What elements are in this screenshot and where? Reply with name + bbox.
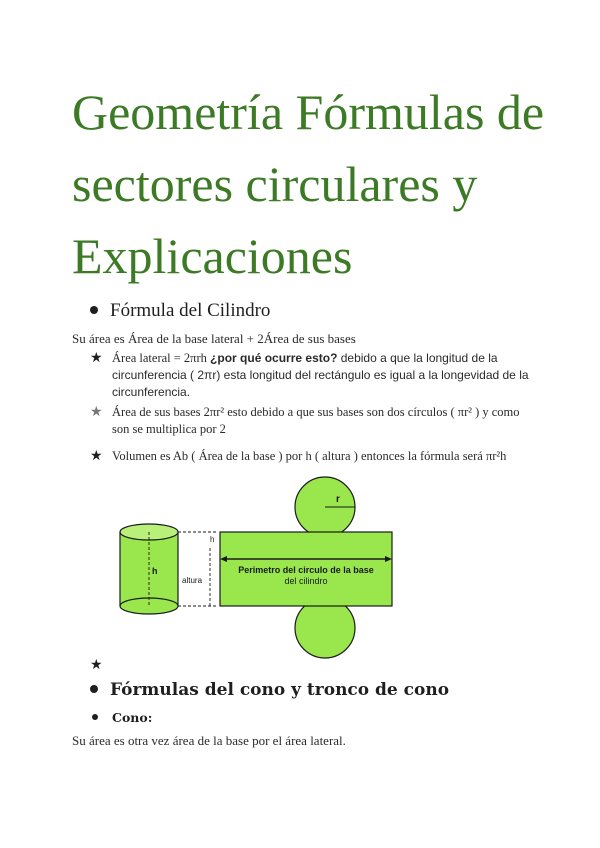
bottom-base-circle [295, 598, 355, 658]
list-item-area-bases [90, 404, 530, 438]
subheading-label: Cono: [112, 710, 153, 725]
list-item-bold: ¿por qué ocurre esto? [210, 351, 338, 365]
star-icon: ★ [90, 658, 103, 673]
section-heading-label: Fórmula del Cilindro [110, 300, 271, 321]
altura-label: altura [182, 576, 203, 585]
star-icon: ★ [90, 405, 103, 420]
cono-paragraph: Su área es otra vez área de la base por el área lateral. [72, 733, 346, 748]
bullet-icon [90, 306, 98, 314]
bullet-icon [90, 685, 98, 693]
radius-label: r [336, 494, 340, 505]
list-item-text: Volumen es Ab ( Área de la base ) por h ( altura ) entonces la fórmula será πr²h [112, 449, 507, 463]
section-heading-cono [90, 680, 449, 700]
subheading-cono [92, 710, 152, 725]
cylinder-height-label: h [152, 566, 158, 576]
list-item-lead: Área lateral = 2πrh [112, 351, 211, 365]
list-item-text: Área de sus bases 2πr² esto debido a que sus bases son dos círculos ( πr² ) y como son se multiplica por 2 [112, 405, 520, 436]
rectangle-label-line2: del cilindro [284, 576, 328, 586]
section-heading-label: Fórmulas del cono y tronco de cono [110, 680, 450, 700]
bullet-icon [92, 714, 98, 720]
list-item-text [112, 350, 530, 401]
list-item-volumen [90, 448, 530, 465]
star-icon: ★ [90, 351, 103, 366]
star-icon: ★ [90, 449, 103, 464]
cylinder-net-figure [110, 470, 530, 670]
list-item-rest: debido a que la longitud de la circunferencia ( 2πr) esta longitud del rectángulo es igual a la longevidad de la circunferencia. [112, 351, 529, 399]
section-heading-cilindro [90, 300, 270, 322]
rectangle-label-line1: Perimetro del circulo de la base [238, 565, 374, 575]
intro-paragraph: Su área es Área de la base lateral + 2Área de sus bases [72, 331, 356, 346]
rect-height-label: h [210, 535, 215, 544]
list-item-area-lateral [90, 350, 530, 401]
page-title: Geometría Fórmulas de sectores circulares y Explicaciones [72, 84, 545, 284]
